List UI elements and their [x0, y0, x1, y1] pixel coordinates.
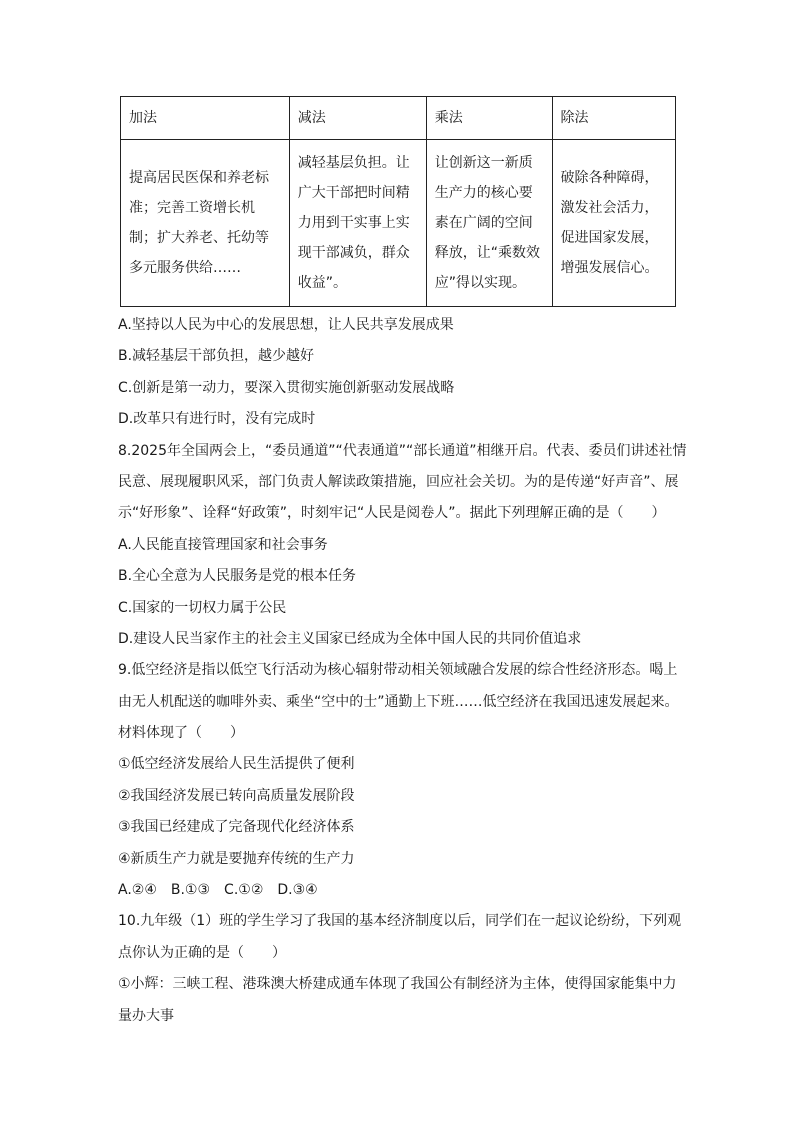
- statement-line: ④新质生产力就是要抛弃传统的生产力: [118, 850, 355, 867]
- option-line: C.国家的一切权力属于公民: [118, 599, 287, 616]
- table-cell: 让创新这一新质生产力的核心要素在广阔的空间释放，让“乘数效应”得以实现。: [426, 140, 552, 307]
- option-line: B.减轻基层干部负担，越少越好: [118, 348, 315, 365]
- statement-line: ①小辉：三峡工程、港珠澳大桥建成通车体现了我国公有制经济为主体，使得国家能集中力: [118, 976, 677, 993]
- option-line: D.改革只有进行时，没有完成时: [118, 411, 316, 428]
- comparison-table: [120, 96, 676, 307]
- question-line: 材料体现了（ ）: [118, 725, 244, 742]
- question-line: 民意、展现履职风采，部门负责人解读政策措施，回应社会关切。为的是传递“好声音”、展: [118, 473, 679, 490]
- option-line: C.创新是第一动力，要深入贯彻实施创新驱动发展战略: [118, 379, 455, 396]
- option-line: A.人民能直接管理国家和社会事务: [118, 536, 328, 553]
- table-header-cell: 加法: [121, 97, 290, 140]
- statement-line: ①低空经济发展给人民生活提供了便利: [118, 756, 355, 773]
- table-header-cell: 除法: [552, 97, 675, 140]
- question-line: 示“好形象”、诠释“好政策”，时刻牢记“人民是阅卷人”。据此下列理解正确的是（ ）: [118, 505, 666, 522]
- option-line: D.建设人民当家作主的社会主义国家已经成为全体中国人民的共同价值追求: [118, 630, 582, 647]
- question-line: 10.九年级（1）班的学生学习了我国的基本经济制度以后，同学们在一起议论纷纷，下列观: [118, 913, 682, 930]
- statement-line: ③我国已经建成了完备现代化经济体系: [118, 819, 355, 836]
- option-line: A.坚持以人民为中心的发展思想，让人民共享发展成果: [118, 317, 454, 333]
- question-line: 8.2025年全国两会上，“委员通道”“代表通道”“部长通道”相继开启。代表、委员们讲述社情: [118, 442, 687, 459]
- table-header-row: [121, 97, 676, 140]
- table-header-cell: 减法: [289, 97, 426, 140]
- table-header-cell: 乘法: [426, 97, 552, 140]
- question-line: 点你认为正确的是（ ）: [118, 944, 286, 961]
- table-row: [121, 140, 676, 307]
- question-text: [118, 310, 698, 1032]
- table-cell: 破除各种障碍，激发社会活力，促进国家发展，增强发展信心。: [552, 140, 675, 307]
- table-cell: 提高居民医保和养老标准；完善工资增长机制；扩大养老、托幼等多元服务供给……: [121, 140, 290, 307]
- statement-line: ②我国经济发展已转向高质量发展阶段: [118, 787, 355, 804]
- option-line: B.全心全意为人民服务是党的根本任务: [118, 568, 357, 585]
- answer-options-line: A.②④ B.①③ C.①② D.③④: [118, 882, 318, 899]
- table-cell: 减轻基层负担。让广大干部把时间精力用到干实事上实现干部减负，群众收益”。: [289, 140, 426, 307]
- question-line: 9.低空经济是指以低空飞行活动为核心辐射带动相关领域融合发展的综合性经济形态。喝上: [118, 662, 678, 679]
- question-line: 由无人机配送的咖啡外卖、乘坐“空中的士”通勤上下班……低空经济在我国迅速发展起来。: [118, 693, 679, 710]
- statement-line: 量办大事: [118, 1007, 174, 1024]
